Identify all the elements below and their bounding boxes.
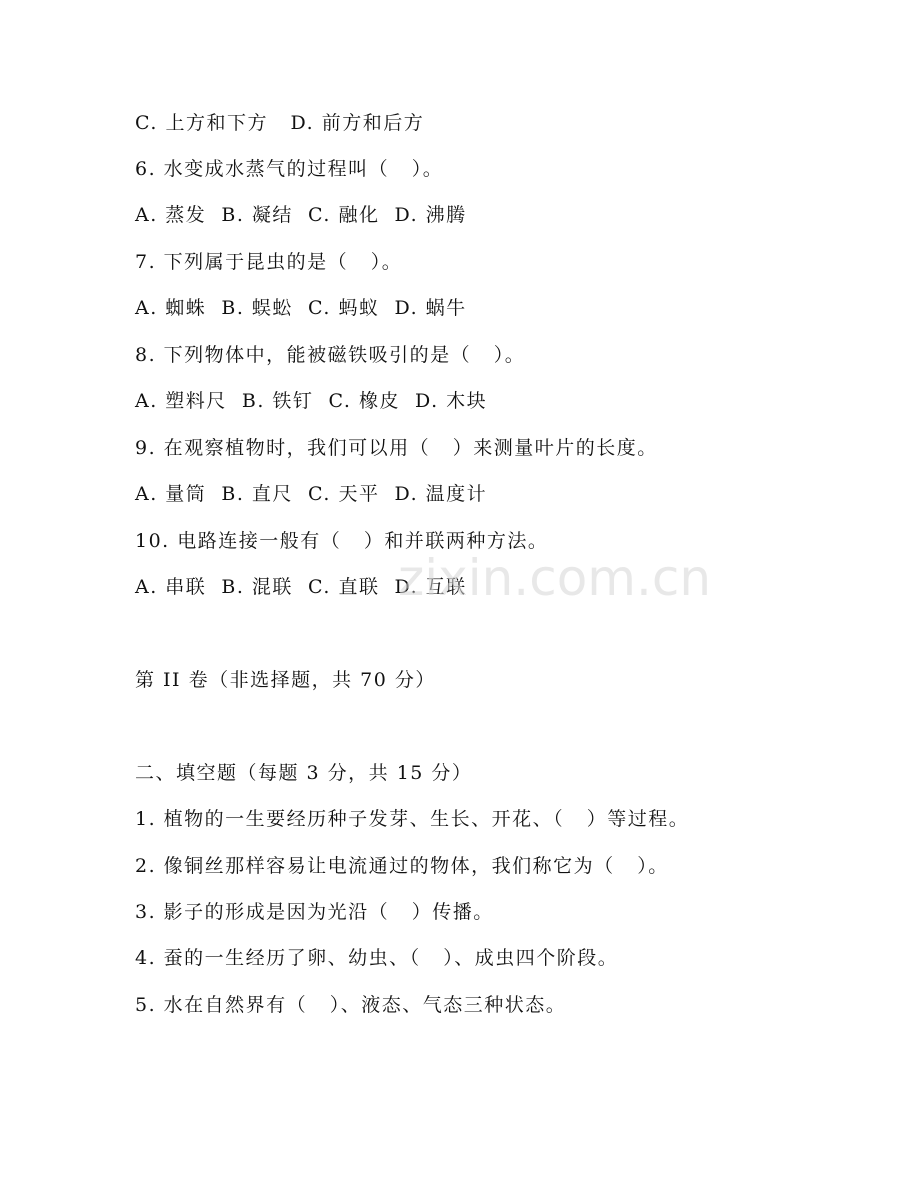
fill-blank-item-4: 4. 蚕的一生经历了卵、幼虫、（ ）、成虫四个阶段。: [135, 947, 619, 969]
option-line-5: C. 上方和下方 D. 前方和后方: [135, 112, 425, 134]
fill-blank-item-2: 2. 像铜丝那样容易让电流通过的物体，我们称它为（ ）。: [135, 855, 669, 877]
fill-blank-item-3: 3. 影子的形成是因为光沿（ ）传播。: [135, 901, 494, 923]
options-7: A. 蜘蛛 B. 蜈蚣 C. 蚂蚁 D. 蜗牛: [135, 297, 467, 319]
options-6: A. 蒸发 B. 凝结 C. 融化 D. 沸腾: [135, 204, 467, 226]
question-10: 10. 电路连接一般有（ ）和并联两种方法。: [135, 530, 549, 552]
options-9: A. 量筒 B. 直尺 C. 天平 D. 温度计: [135, 483, 488, 505]
question-6: 6. 水变成水蒸气的过程叫（ ）。: [135, 158, 444, 180]
question-7: 7. 下列属于昆虫的是（ ）。: [135, 251, 403, 273]
fill-blank-title: 二、填空题（每题 3 分，共 15 分）: [135, 762, 473, 784]
options-8: A. 塑料尺 B. 铁钉 C. 橡皮 D. 木块: [135, 390, 488, 412]
options-10: A. 串联 B. 混联 C. 直联 D. 互联: [135, 576, 467, 598]
fill-blank-item-1: 1. 植物的一生要经历种子发芽、生长、开花、（ ）等过程。: [135, 808, 690, 830]
question-8: 8. 下列物体中，能被磁铁吸引的是（ ）。: [135, 344, 526, 366]
question-9: 9. 在观察植物时，我们可以用（ ）来测量叶片的长度。: [135, 437, 658, 459]
fill-blank-item-5: 5. 水在自然界有（ ）、液态、气态三种状态。: [135, 994, 567, 1016]
section-title: 第 II 卷（非选择题，共 70 分）: [135, 669, 436, 691]
watermark: zixin.com.cn: [398, 549, 712, 607]
